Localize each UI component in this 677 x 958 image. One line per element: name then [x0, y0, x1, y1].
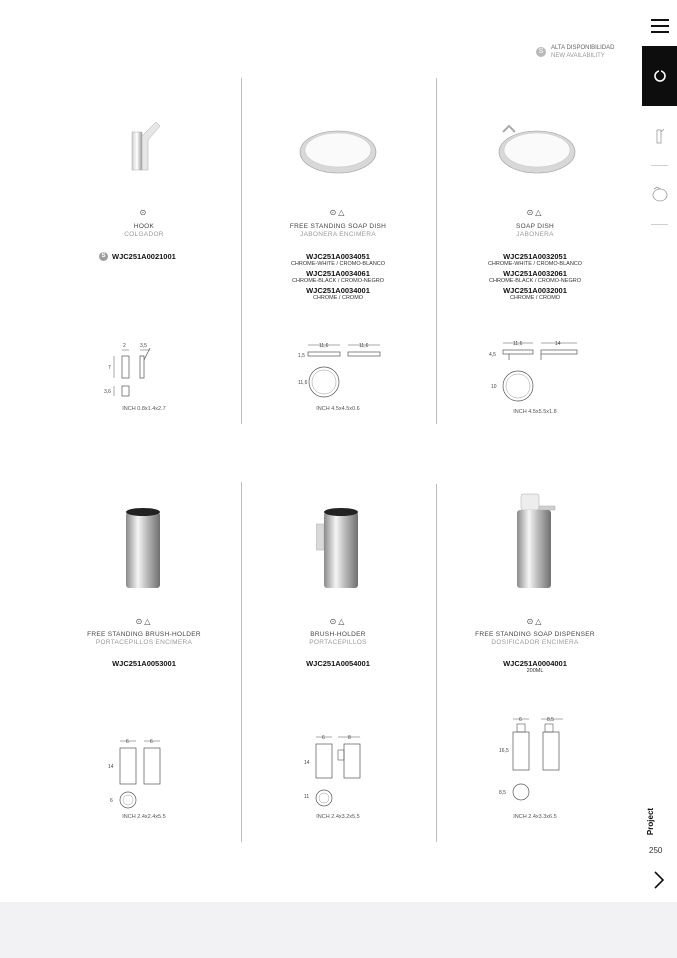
side-navigation — [642, 0, 677, 900]
soap-dish-thumbnail-icon — [651, 186, 669, 202]
dim-label: 3,5 — [140, 343, 147, 349]
dim-label: 11,6 — [359, 343, 369, 349]
loading-icon — [653, 69, 667, 83]
product-capacity: 200ML — [526, 668, 544, 674]
product-name-en: BRUSH-HOLDER — [310, 631, 366, 638]
dim-label: 8,5 — [547, 717, 554, 723]
product-finish: CHROME-WHITE / CROMO-BLANCO — [290, 261, 386, 267]
product-code[interactable]: WJC251A0053001 — [112, 659, 176, 668]
soap-dispenser-image — [513, 492, 563, 592]
product-card-brush-holder[interactable] — [240, 0, 436, 840]
inch-dimensions: INCH 4.5x4.5x0.6 — [316, 406, 360, 412]
nav-thumbnail-soap-dish[interactable] — [642, 168, 677, 224]
dim-label: 11 — [304, 794, 310, 800]
nav-separator — [651, 224, 668, 225]
menu-icon[interactable] — [651, 18, 669, 34]
product-name-es: DOSIFICADOR ENCIMERA — [491, 639, 579, 646]
inch-dimensions: INCH 0.8x1.4x2.7 — [122, 406, 166, 412]
product-code[interactable]: WJC251A0034051 — [306, 252, 370, 261]
product-symbols: ⊙△ — [329, 617, 347, 626]
product-name-en: FREE STANDING SOAP DISH — [289, 223, 387, 230]
dimension-drawing — [302, 730, 368, 812]
dim-label: 11,6 — [319, 343, 329, 349]
product-code[interactable]: WJC251A0032001 — [503, 286, 567, 295]
dimension-drawing — [497, 712, 581, 808]
dim-label: 7 — [108, 365, 111, 371]
product-name-en: FREE STANDING BRUSH-HOLDER — [87, 631, 201, 638]
product-code[interactable]: WJC251A0034061 — [306, 269, 370, 278]
product-name-es: JABONERA — [516, 231, 554, 238]
page-number: 250 — [649, 846, 663, 855]
dim-label: 10 — [491, 384, 497, 390]
dim-label: 8,5 — [499, 790, 506, 796]
inch-dimensions: INCH 4.5x5.5x1.8 — [513, 409, 557, 415]
product-symbols: ⊙△ — [135, 617, 153, 626]
dim-label: 11,6 — [298, 380, 308, 386]
product-symbols: ⊙△ — [329, 208, 347, 217]
section-label — [647, 805, 671, 841]
product-symbols: ⊙ — [139, 208, 149, 217]
dim-label: 6 — [519, 717, 522, 723]
availability-label-en: NEW AVAILABILITY — [551, 53, 605, 59]
product-code[interactable]: WJC251A0034001 — [306, 286, 370, 295]
product-finish: CHROME / CROMO — [509, 295, 561, 301]
product-card-free-standing-brush-holder[interactable] — [46, 0, 242, 840]
dim-label: 14 — [304, 760, 310, 766]
brush-holder-image — [316, 506, 362, 592]
product-code[interactable]: WJC251A0032061 — [503, 269, 567, 278]
product-finish: CHROME / CROMO — [312, 295, 364, 301]
inch-dimensions: INCH 2.4x2.4x5.5 — [122, 814, 166, 820]
inch-dimensions: INCH 2.4x3.3x6.5 — [513, 814, 557, 820]
product-code[interactable]: WJC251A0054001 — [306, 659, 370, 668]
product-code[interactable]: WJC251A0021001 — [112, 252, 176, 261]
next-page-button[interactable] — [648, 868, 670, 892]
product-name-es: JABONERA ENCIMERA — [300, 231, 376, 238]
dim-label: 14 — [555, 341, 561, 347]
dim-label: 8 — [348, 735, 351, 741]
dim-label: 6 — [110, 798, 113, 804]
product-finish: CHROME-BLACK / CROMO-NEGRO — [489, 278, 581, 284]
dim-label: 4,5 — [489, 352, 496, 358]
product-name-es: PORTACEPILLOS ENCIMERA — [95, 639, 193, 646]
product-finish: CHROME-BLACK / CROMO-NEGRO — [292, 278, 384, 284]
dim-label: 1,5 — [298, 353, 305, 359]
dim-label: 6 — [150, 739, 153, 745]
hook-thumbnail-icon — [655, 128, 665, 144]
availability-badge: S — [536, 47, 546, 57]
nav-separator — [651, 165, 668, 166]
brush-holder-image — [124, 506, 164, 592]
product-name-en: FREE STANDING SOAP DISPENSER — [475, 631, 595, 638]
product-symbols: ⊙△ — [526, 617, 544, 626]
dim-label: 3,6 — [104, 389, 111, 395]
dim-label: 6 — [126, 739, 129, 745]
dimension-drawing — [108, 734, 168, 814]
product-name-es: COLGADOR — [124, 231, 164, 238]
product-name-en: SOAP DISH — [516, 223, 554, 230]
product-symbols: ⊙△ — [526, 208, 544, 217]
footer-band — [0, 902, 677, 958]
product-code[interactable]: WJC251A0032051 — [503, 252, 567, 261]
product-name-en: HOOK — [133, 223, 155, 230]
product-card-free-standing-soap-dispenser[interactable] — [437, 0, 633, 840]
dim-label: 16,5 — [499, 748, 509, 754]
product-name-es: PORTACEPILLOS — [309, 639, 367, 646]
product-code[interactable]: WJC251A0004001 — [503, 659, 567, 668]
chevron-right-icon — [648, 868, 670, 892]
product-finish: CHROME-WHITE / CROMO-BLANCO — [487, 261, 583, 267]
inch-dimensions: INCH 2.4x3.2x5.5 — [316, 814, 360, 820]
dim-label: 11,6 — [513, 341, 523, 347]
availability-badge: S — [99, 252, 108, 261]
section-label-text: Project — [646, 807, 656, 836]
nav-item-active[interactable] — [642, 46, 677, 106]
nav-thumbnail-hook[interactable] — [642, 108, 677, 164]
dim-label: 14 — [108, 764, 114, 770]
availability-label-es: ALTA DISPONIBILIDAD — [551, 45, 615, 51]
dim-label: 6 — [322, 735, 325, 741]
dim-label: 2 — [123, 343, 126, 349]
